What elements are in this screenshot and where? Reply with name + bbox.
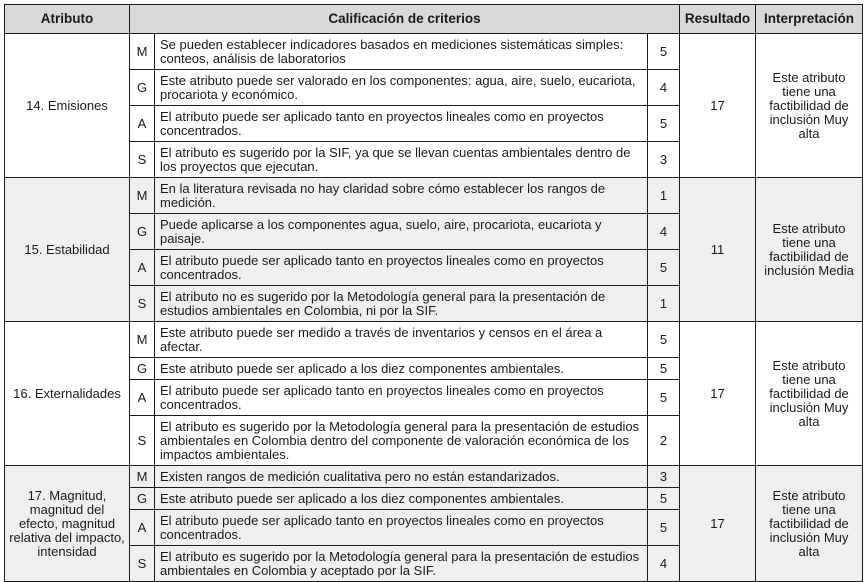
criterion-letter: M — [130, 34, 155, 70]
criterion-score: 1 — [648, 178, 680, 214]
criterion-letter: G — [130, 214, 155, 250]
criterion-text: El atributo es sugerido por la Metodología general para la presentación de estudios ambientales en Colombia y aceptado por la SIF. — [155, 546, 648, 582]
criterion-text: El atributo es sugerido por la Metodología general para la presentación de estudios ambientales en Colombia dentro del componente de valoración económica de los impactos ambientales. — [155, 416, 648, 466]
criterion-letter: S — [130, 416, 155, 466]
header-result: Resultado — [680, 5, 756, 34]
criterion-letter: M — [130, 466, 155, 488]
criterion-score: 4 — [648, 70, 680, 106]
header-criteria: Calificación de criterios — [130, 5, 680, 34]
table-row — [5, 322, 863, 358]
criterion-score: 5 — [648, 322, 680, 358]
criterion-text: Existen rangos de medición cualitativa pero no están estandarizados. — [155, 466, 648, 488]
attribute-cell: 17. Magnitud, magnitud del efecto, magnitud relativa del impacto, intensidad — [5, 466, 130, 582]
criterion-letter: M — [130, 178, 155, 214]
criterion-letter: G — [130, 488, 155, 510]
criterion-score: 3 — [648, 142, 680, 178]
criterion-letter: G — [130, 358, 155, 380]
criterion-text: Este atributo puede ser aplicado a los diez componentes ambientales. — [155, 488, 648, 510]
criterion-letter: A — [130, 106, 155, 142]
criterion-letter: A — [130, 380, 155, 416]
criterion-text: Se pueden establecer indicadores basados en mediciones sistemáticas simples: conteos, análisis de laboratorios — [155, 34, 648, 70]
criterion-letter: A — [130, 510, 155, 546]
criterion-text: Este atributo puede ser aplicado a los diez componentes ambientales. — [155, 358, 648, 380]
criterion-score: 3 — [648, 466, 680, 488]
criterion-text: Este atributo puede ser medido a través de inventarios y censos en el área a afectar. — [155, 322, 648, 358]
criterion-letter: S — [130, 142, 155, 178]
criterion-letter: S — [130, 286, 155, 322]
attribute-cell: 15. Estabilidad — [5, 178, 130, 322]
result-cell: 11 — [680, 178, 756, 322]
criterion-text: El atributo puede ser aplicado tanto en proyectos lineales como en proyectos concentrados. — [155, 510, 648, 546]
criterion-text: El atributo puede ser aplicado tanto en proyectos lineales como en proyectos concentrados. — [155, 106, 648, 142]
criterion-text: El atributo puede ser aplicado tanto en proyectos lineales como en proyectos concentrados. — [155, 380, 648, 416]
criterion-letter: G — [130, 70, 155, 106]
criteria-table — [4, 4, 863, 582]
criterion-letter: M — [130, 322, 155, 358]
criterion-text: El atributo es sugerido por la SIF, ya que se llevan cuentas ambientales dentro de los proyectos que ejecutan. — [155, 142, 648, 178]
interpretation-cell: Este atributo tiene una factibilidad de inclusión Media — [756, 178, 863, 322]
criterion-score: 5 — [648, 358, 680, 380]
attribute-cell: 16. Externalidades — [5, 322, 130, 466]
criterion-score: 4 — [648, 546, 680, 582]
result-cell: 17 — [680, 322, 756, 466]
criterion-text: Puede aplicarse a los componentes agua, suelo, aire, procariota, eucariota y paisaje. — [155, 214, 648, 250]
attribute-cell: 14. Emisiones — [5, 34, 130, 178]
criterion-score: 5 — [648, 380, 680, 416]
criterion-letter: S — [130, 546, 155, 582]
criterion-text: El atributo puede ser aplicado tanto en proyectos lineales como en proyectos concentrados. — [155, 250, 648, 286]
criterion-score: 5 — [648, 488, 680, 510]
interpretation-cell: Este atributo tiene una factibilidad de inclusión Muy alta — [756, 466, 863, 582]
header-interpretation: Interpretación — [756, 5, 863, 34]
criterion-score: 5 — [648, 250, 680, 286]
interpretation-cell: Este atributo tiene una factibilidad de inclusión Muy alta — [756, 322, 863, 466]
table-header-row — [5, 5, 863, 34]
criterion-score: 5 — [648, 34, 680, 70]
interpretation-cell: Este atributo tiene una factibilidad de inclusión Muy alta — [756, 34, 863, 178]
criterion-text: Este atributo puede ser valorado en los componentes: agua, aire, suelo, eucariota, procariota y económico. — [155, 70, 648, 106]
table-row — [5, 178, 863, 214]
criterion-text: En la literatura revisada no hay claridad sobre cómo establecer los rangos de medición. — [155, 178, 648, 214]
table-row — [5, 466, 863, 488]
table-row — [5, 34, 863, 70]
criterion-score: 5 — [648, 106, 680, 142]
criterion-score: 5 — [648, 510, 680, 546]
criterion-score: 2 — [648, 416, 680, 466]
criterion-score: 4 — [648, 214, 680, 250]
table-body — [5, 34, 863, 582]
criterion-text: El atributo no es sugerido por la Metodología general para la presentación de estudios ambientales en Colombia, ni por la SIF. — [155, 286, 648, 322]
header-attribute: Atributo — [5, 5, 130, 34]
criterion-letter: A — [130, 250, 155, 286]
result-cell: 17 — [680, 466, 756, 582]
criterion-score: 1 — [648, 286, 680, 322]
result-cell: 17 — [680, 34, 756, 178]
